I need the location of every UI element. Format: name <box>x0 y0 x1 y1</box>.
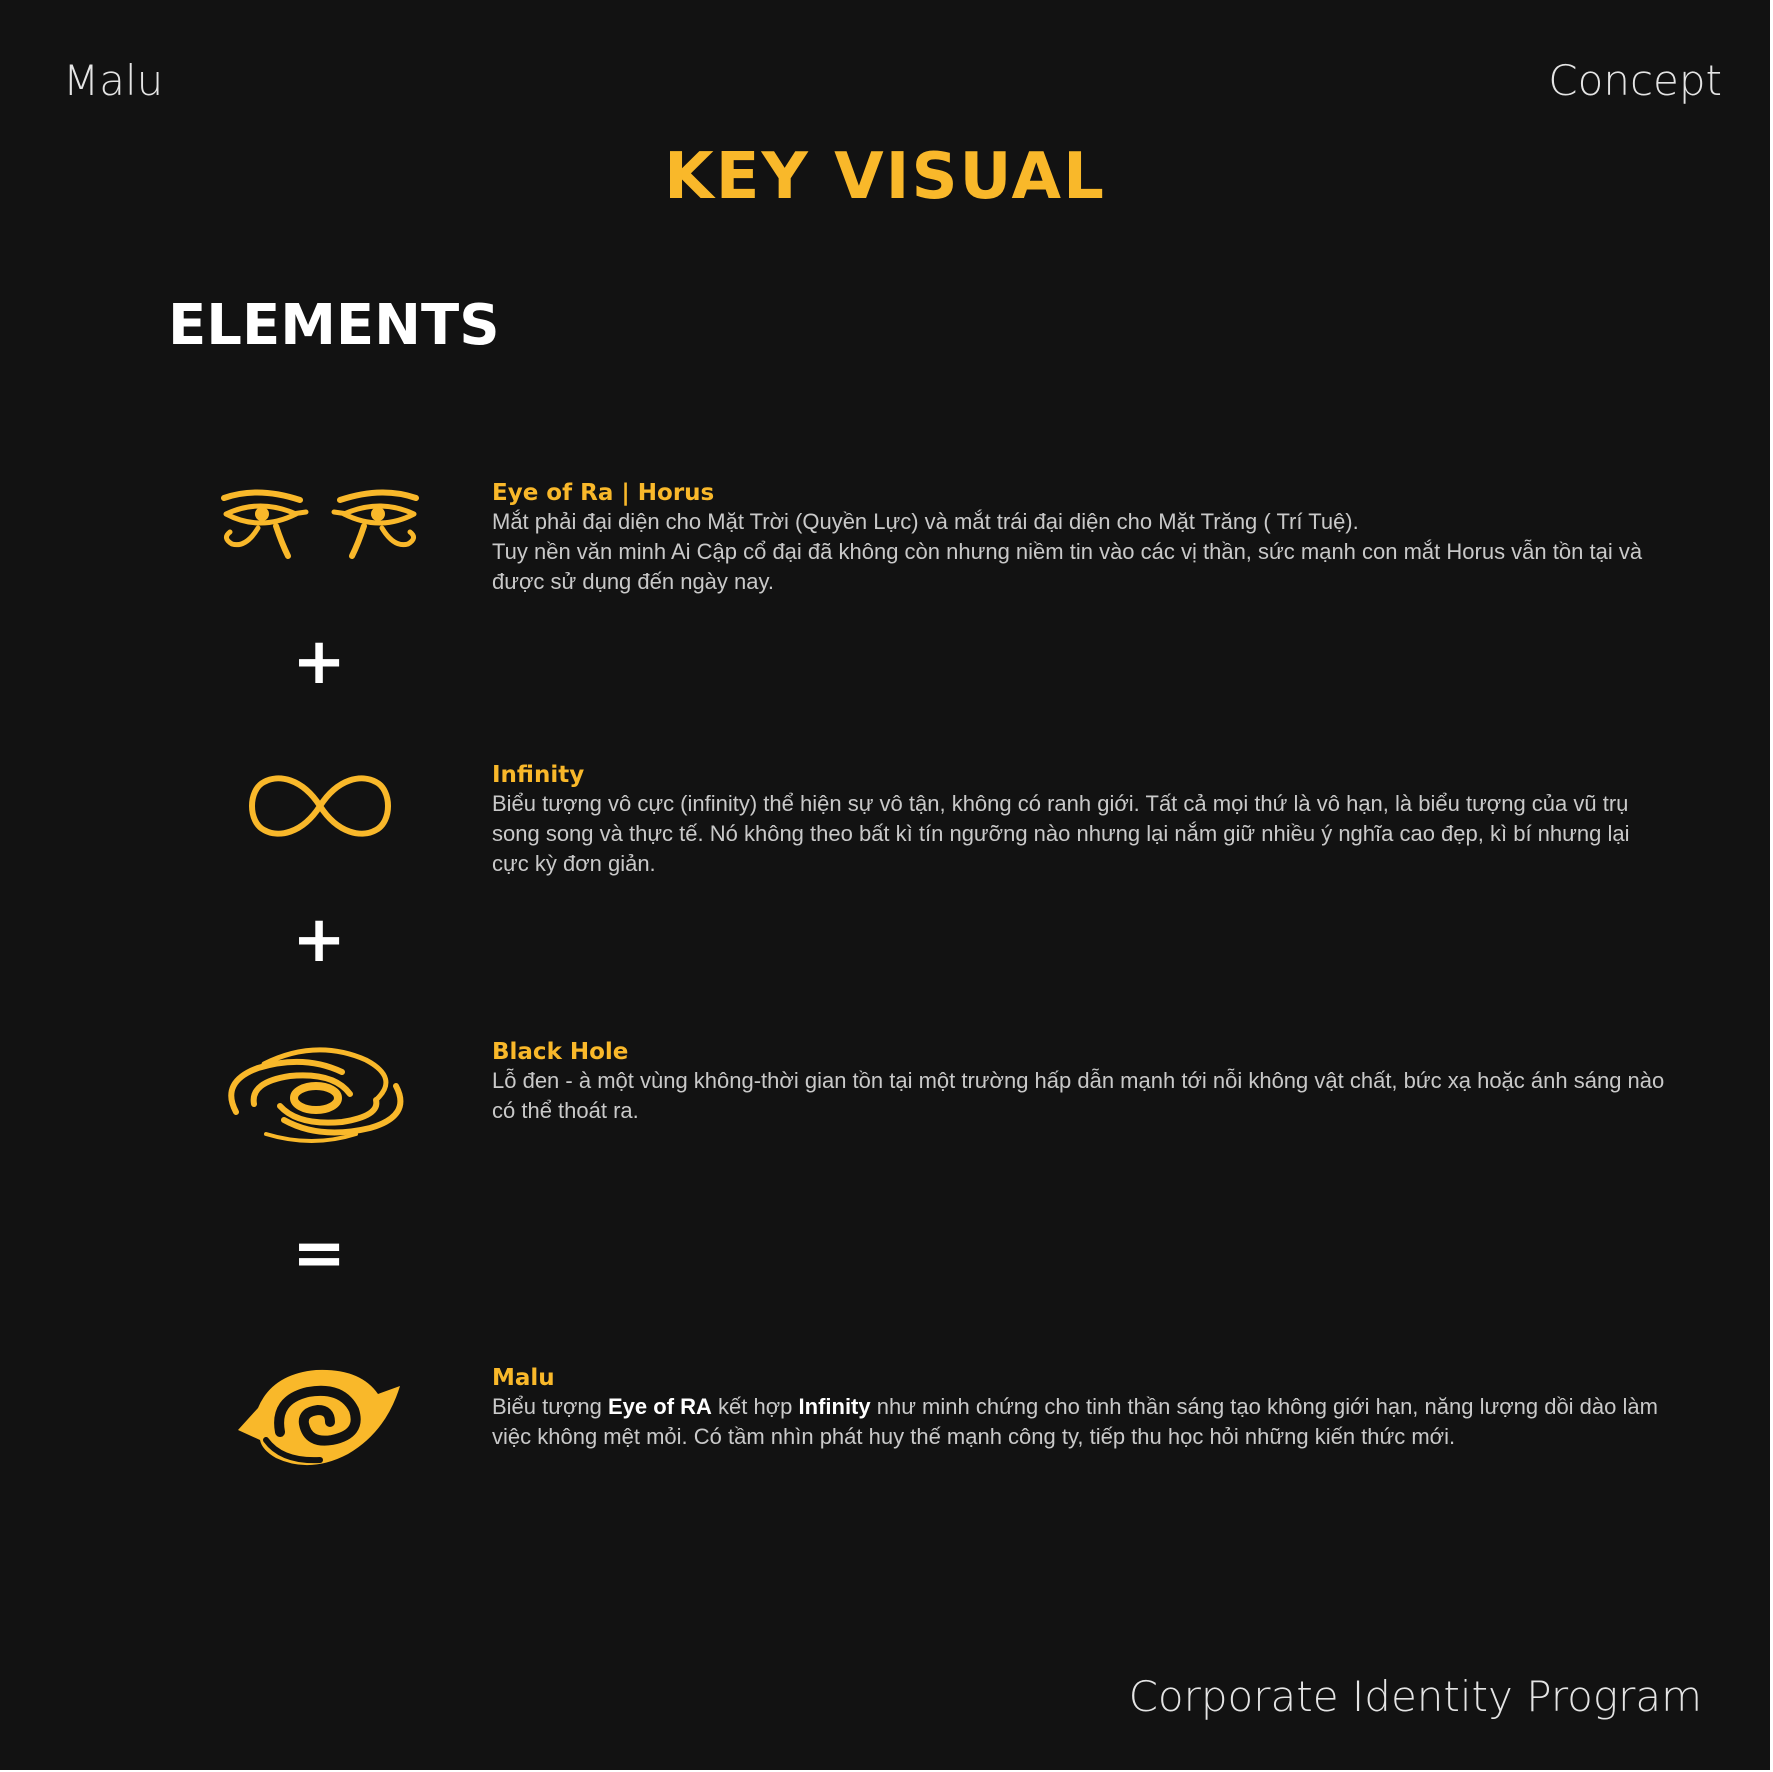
element-description <box>492 507 1672 597</box>
section-title: ELEMENTS <box>168 293 500 358</box>
program-label: Corporate Identity Program <box>1128 1672 1702 1721</box>
element-description: Lỗ đen - à một vùng không-thời gian tồn tại một trường hấp dẫn mạnh tới nỗi không vật chất, bức xạ hoặc ánh sáng nào có thể thoát ra. <box>492 1068 1665 1123</box>
brand-name: Malu <box>63 56 164 105</box>
highlight-eye-of-ra: Eye of RA <box>608 1394 712 1419</box>
element-description: Biểu tượng vô cực (infinity) thể hiện sự vô tận, không có ranh giới. Tất cả mọi thứ là vô hạn, là biểu tượng của vũ trụ song song và thực tế. Nó không theo bất kì tín ngưỡng nào nhưng lại nắm giữ nhiều ý nghĩa cao đẹp, kì bí nhưng lại cực kỳ đơn giản. <box>492 791 1630 876</box>
element-title: Black Hole <box>492 1039 629 1065</box>
element-malu <box>492 1364 1672 1452</box>
black-hole-icon <box>224 1042 408 1146</box>
description-text: như minh chứng cho tinh thần sáng tạo không giới hạn, năng lượng dồi dào làm việc không mệt mỏi. Có tầm nhìn phát huy thế mạnh công ty, tiếp thu học hỏi những kiến thức mới. <box>492 1394 1658 1449</box>
element-title: Eye of Ra | Horus <box>492 480 715 506</box>
element-black-hole <box>492 1038 1672 1126</box>
element-eye-of-horus <box>492 479 1672 597</box>
malu-logo-icon <box>236 1366 402 1470</box>
description-line: Mắt phải đại diện cho Mặt Trời (Quyền Lực) và mắt trái đại diện cho Mặt Trăng ( Trí Tuệ). <box>492 509 1359 534</box>
infinity-icon <box>242 768 398 844</box>
eye-of-horus-icon <box>218 488 422 564</box>
description-line: Tuy nền văn minh Ai Cập cổ đại đã không còn nhưng niềm tin vào các vị thần, sức mạnh con mắt Horus vẫn tồn tại và được sử dụng đến ngày nay. <box>492 539 1643 594</box>
plus-sign: + <box>292 625 346 699</box>
equals-sign: = <box>292 1217 346 1291</box>
element-title: Infinity <box>492 762 585 788</box>
element-title: Malu <box>492 1365 555 1391</box>
description-text: Biểu tượng <box>492 1394 608 1419</box>
element-infinity <box>492 761 1672 879</box>
highlight-infinity: Infinity <box>798 1394 871 1419</box>
element-description <box>492 1392 1672 1452</box>
section-label: Concept <box>1548 56 1722 105</box>
plus-sign: + <box>292 903 346 977</box>
description-text: kết hợp <box>711 1394 799 1419</box>
page-title: KEY VISUAL <box>664 140 1106 214</box>
